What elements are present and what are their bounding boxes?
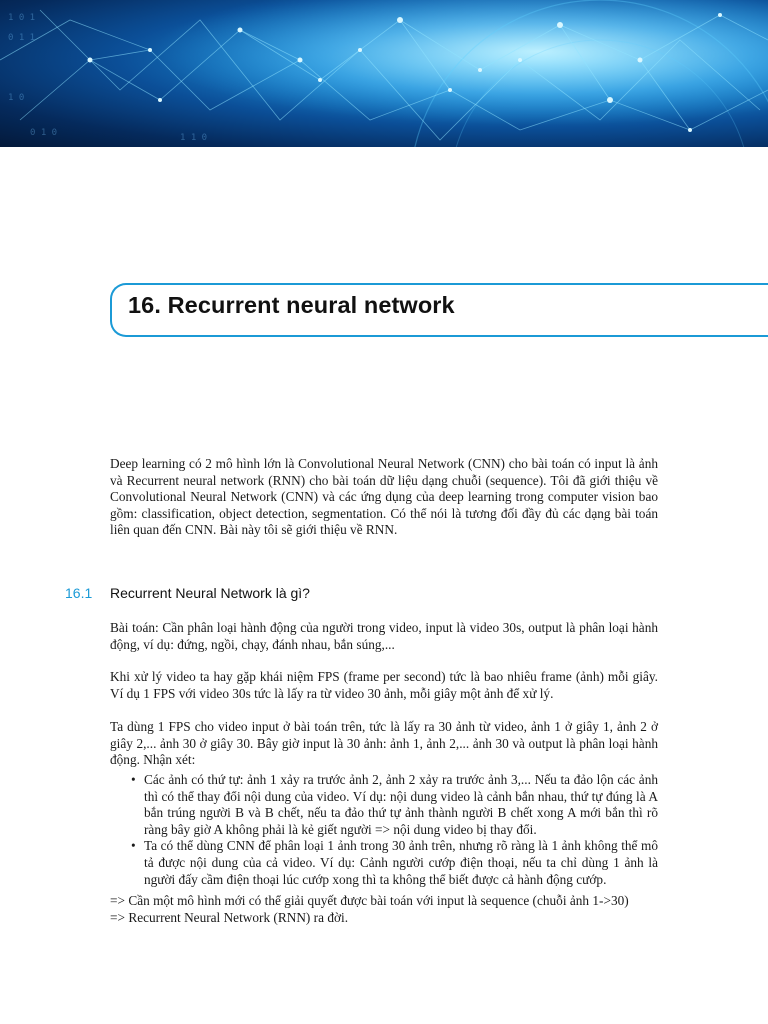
observation-list: [110, 772, 658, 888]
paragraph-input: Ta dùng 1 FPS cho video input ở bài toán trên, tức là lấy ra 30 ảnh từ video, ảnh 1 ở giây 1, ảnh 2 ở giây 2,... ảnh 30 ở giây 30. Bây giờ input là 30 ảnh: ảnh 1, ảnh 2,... ảnh 30 và output là phân loại hành động. Nhận xét:: [110, 719, 658, 768]
conclusion-line-2: => Recurrent Neural Network (RNN) ra đời.: [110, 909, 349, 925]
section-number: 16.1: [65, 585, 93, 601]
bullet-icon: •: [131, 838, 136, 854]
svg-text:1 1 0: 1 1 0: [180, 133, 208, 143]
network-graphic: [0, 0, 768, 147]
list-item-text: Các ảnh có thứ tự: ảnh 1 xảy ra trước ảnh 2, ảnh 2 xảy ra trước ảnh 3,... Nếu ta đảo lộn các ảnh thì có thể thay đổi nội dung của video. Ví dụ: nội dung video là cảnh bắn nhau, thứ tự đúng là A bắn trúng người B và B chết, nếu ta đảo thứ tự ảnh thành người B chết xong A mới bắn thì rõ ràng bây giờ A không phải là kẻ giết người => nội dung video bị thay đổi.: [144, 772, 658, 837]
list-item: [110, 838, 658, 888]
header-banner-image: [0, 0, 768, 147]
conclusion: [110, 893, 658, 926]
conclusion-line-1: => Cần một mô hình mới có thể giải quyết được bài toán với input là sequence (chuỗi ảnh 1->30): [110, 893, 629, 908]
svg-text:1 0: 1 0: [8, 93, 25, 103]
paragraph-problem: Bài toán: Cần phân loại hành động của người trong video, input là video 30s, output là phân loại hành động, ví dụ: đứng, ngồi, chạy, đánh nhau, bắn súng,...: [110, 620, 658, 652]
bullet-icon: •: [131, 772, 136, 787]
svg-text:1 0 1: 1 0 1: [8, 13, 36, 23]
list-item-text: Ta có thể dùng CNN để phân loại 1 ảnh trong 30 ảnh trên, nhưng rõ ràng là 1 ảnh không thể mô tả được nội dung của cả video. Ví dụ: Cảnh người cướp điện thoại, nếu ta chỉ dùng 1 ảnh là người đấy cầm điện thoại lúc cướp xong thì ta không thể biết được cả hành động cướp.: [144, 838, 658, 887]
intro-paragraph: Deep learning có 2 mô hình lớn là Convolutional Neural Network (CNN) cho bài toán có input là ảnh và Recurrent neural network (RNN) cho bài toán dữ liệu dạng chuỗi (sequence). Tôi đã giới thiệu về Convolutional Neural Network (CNN) và các ứng dụng của deep learning trong computer vision bao gồm: classification, object detection, segmentation. Có thể nói là tương đối đầy đủ các dạng bài toán liên quan đến CNN. Bài này tôi sẽ giới thiệu về RNN.: [110, 456, 658, 538]
svg-text:0 1 0: 0 1 0: [30, 128, 58, 138]
list-item: [110, 772, 658, 838]
paragraph-fps: Khi xử lý video ta hay gặp khái niệm FPS (frame per second) tức là bao nhiêu frame (ảnh) mỗi giây. Ví dụ 1 FPS với video 30s tức là lấy ra từ video 30 ảnh, mỗi giây một ảnh để xử lý.: [110, 669, 658, 701]
section-title: Recurrent Neural Network là gì?: [110, 585, 310, 601]
chapter-title: 16. Recurrent neural network: [128, 292, 455, 318]
svg-text:0 1 1: 0 1 1: [8, 33, 36, 43]
